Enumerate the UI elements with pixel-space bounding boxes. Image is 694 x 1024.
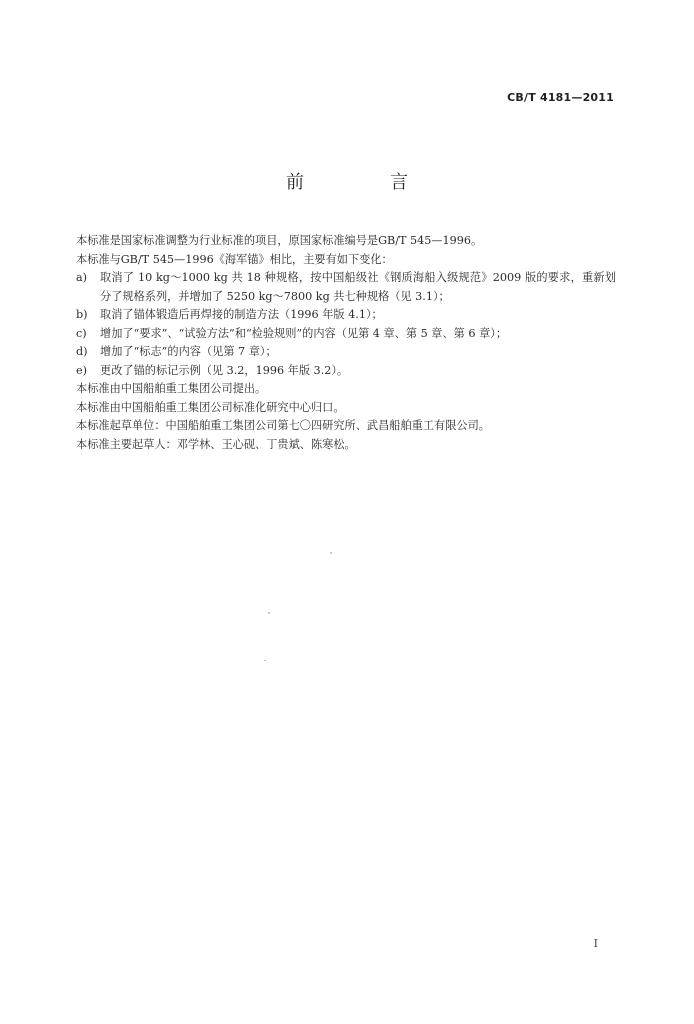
list-item-text: 取消了锚体锻造后再焊接的制造方法（1996 年版 4.1）；: [100, 308, 383, 321]
scan-speck: [330, 552, 332, 554]
list-marker: a): [76, 271, 88, 284]
list-marker: c): [76, 326, 87, 340]
list-item: [76, 362, 616, 381]
list-item: [76, 269, 616, 306]
list-item: [76, 343, 616, 362]
paragraph: 本标准与GB/T 545—1996《海军锚》相比，主要有如下变化：: [76, 252, 393, 266]
list-marker: b): [76, 308, 88, 321]
document-body: [76, 232, 616, 454]
paragraph: 本标准由中国船舶重工集团公司标准化研究中心归口。: [76, 400, 345, 414]
list-item-text: 增加了“标志”的内容（见第 7 章）；: [100, 345, 277, 358]
list-marker: d): [76, 345, 88, 358]
list-item: [76, 325, 616, 344]
list-item-text: 取消了 10 kg～1000 kg 共 18 种规格，按中国船级社《钢质海船入级规范》2009 版的要求，重新划分了规格系列，并增加了 5250 kg～7800 kg 共七种规格（见 3.1）；: [100, 271, 616, 303]
list-marker: e): [76, 363, 87, 377]
paragraph: 本标准是国家标准调整为行业标准的项目，原国家标准编号是GB/T 545—1996。: [76, 234, 483, 247]
list-item-text: 增加了“要求”、“试验方法”和“检验规则”的内容（见第 4 章、第 5 章、第 6 章）；: [100, 326, 508, 340]
standard-code: CB/T 4181—2011: [507, 91, 614, 104]
scan-speck: [264, 660, 266, 661]
paragraph: 本标准主要起草人：邓学林、王心砚、丁贵斌、陈寒松。: [76, 437, 356, 451]
page-title: 前 言: [286, 172, 442, 193]
list-item: [76, 306, 616, 325]
list-item-text: 更改了锚的标记示例（见 3.2，1996 年版 3.2）。: [100, 363, 349, 377]
page-number: I: [593, 937, 598, 950]
paragraph: 本标准由中国船舶重工集团公司提出。: [76, 382, 267, 395]
paragraph: 本标准起草单位：中国船舶重工集团公司第七〇四研究所、武昌船舶重工有限公司。: [76, 419, 490, 432]
scan-speck: [268, 612, 270, 614]
